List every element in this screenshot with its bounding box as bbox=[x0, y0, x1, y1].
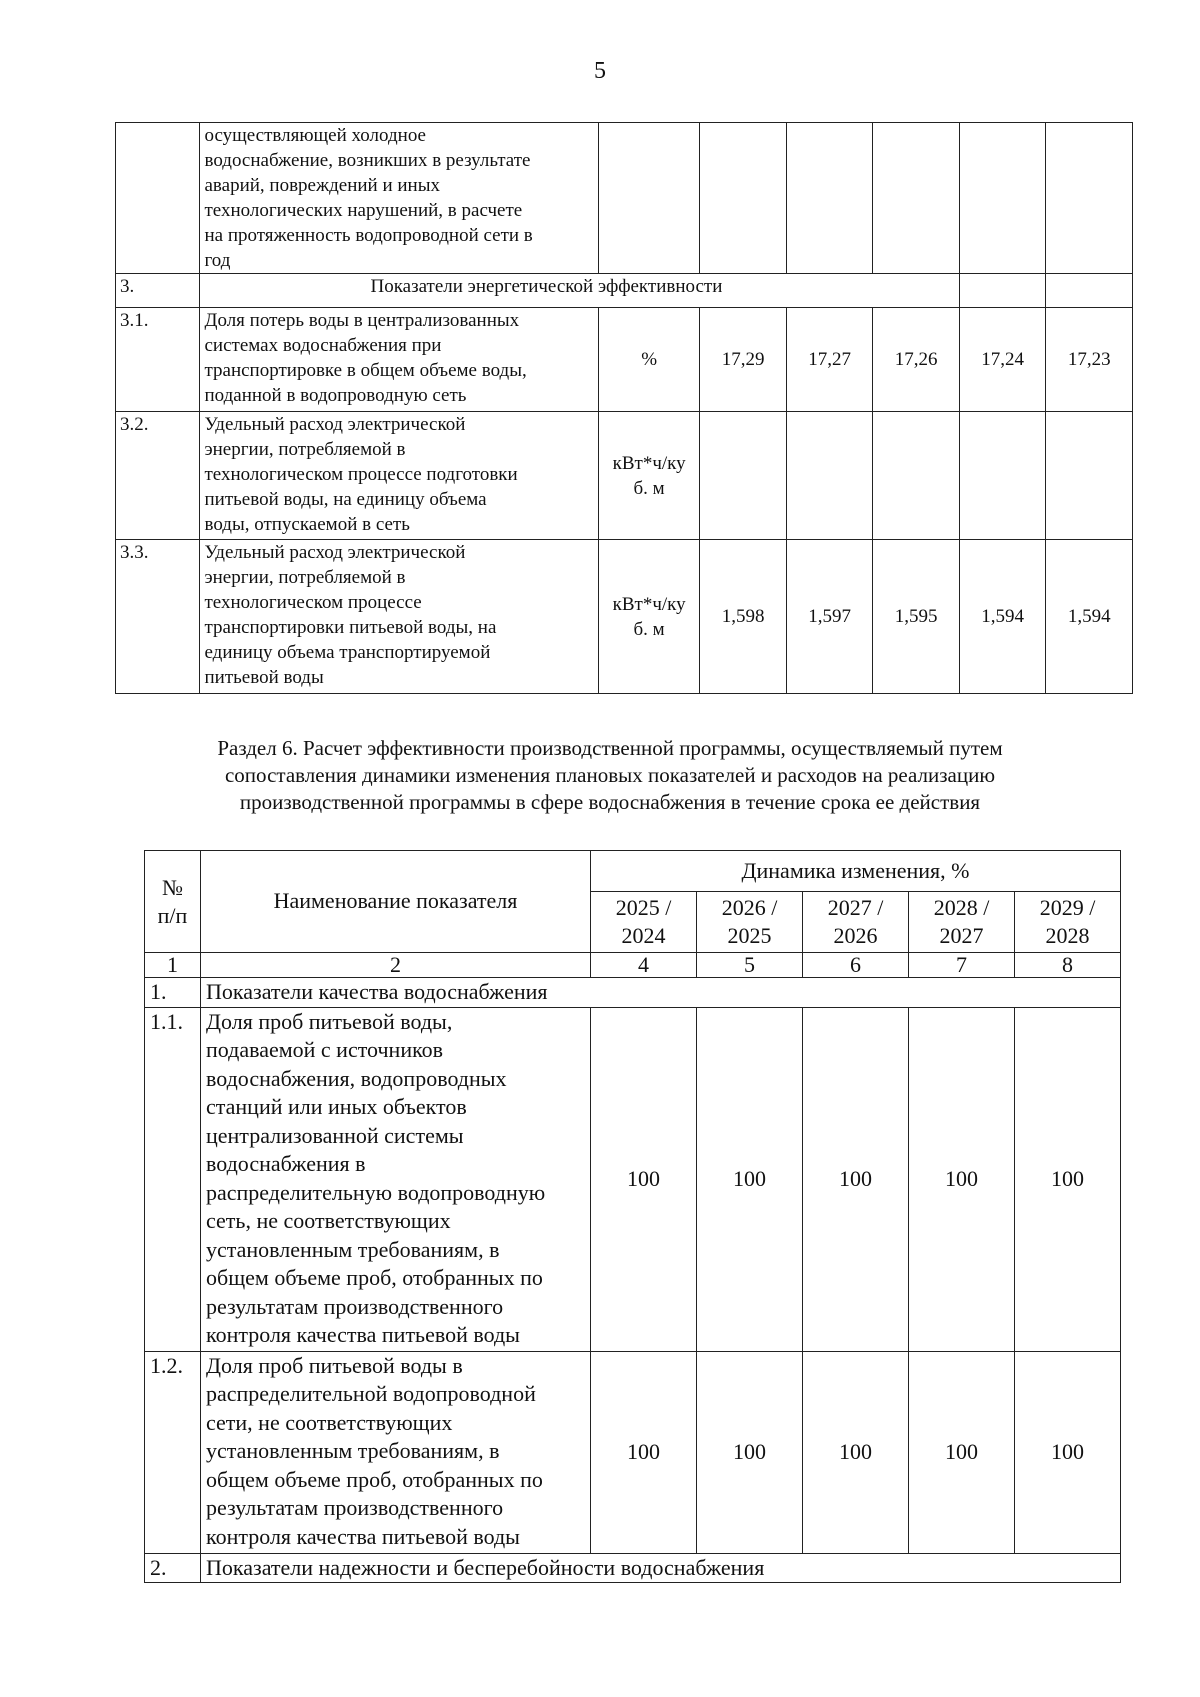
indicator-name: Доля проб питьевой воды, подаваемой с источников водоснабжения, водопроводных станций или иных объектов централизованной системы водоснабжения в распределительную водопроводную сеть, не соответствующих установленным требованиям, в общем объеме проб, отобранных по результатам производственного контроля качества питьевой воды bbox=[201, 1007, 591, 1351]
table-row bbox=[145, 1007, 1121, 1351]
row-number: 3.3. bbox=[116, 540, 200, 694]
efficiency-dynamics-table bbox=[144, 850, 1121, 1583]
column-index: 7 bbox=[909, 953, 1015, 978]
row-number: 3.2. bbox=[116, 412, 200, 540]
column-index: 6 bbox=[803, 953, 909, 978]
value-cell bbox=[700, 412, 787, 540]
unit: % bbox=[598, 308, 700, 412]
header-number: № п/п bbox=[145, 851, 201, 953]
section-title: Показатели надежности и бесперебойности водоснабжения bbox=[201, 1553, 1121, 1583]
section-number: 1. bbox=[145, 978, 201, 1008]
value-cell: 17,24 bbox=[959, 308, 1046, 412]
value-cell: 100 bbox=[803, 1007, 909, 1351]
section-row bbox=[145, 978, 1121, 1008]
header-row bbox=[145, 851, 1121, 892]
section-title: Показатели качества водоснабжения bbox=[201, 978, 1121, 1008]
column-index: 1 bbox=[145, 953, 201, 978]
value-cell bbox=[786, 412, 873, 540]
value-cell: 1,595 bbox=[873, 540, 960, 694]
indicator-name: Удельный расход электрической энергии, потребляемой в технологическом процессе транспортировки питьевой воды, на единицу объема транспортируемой питьевой воды bbox=[200, 540, 598, 694]
section-6-heading: Раздел 6. Расчет эффективности производственной программы, осуществляемый путем сопоставления динамики изменения плановых показателей и расходов на реализацию производственной программы в сфере водоснабжения в течение срока ее действия bbox=[217, 736, 1003, 814]
value-cell bbox=[873, 412, 960, 540]
indicator-name-cell: осуществляющей холодное водоснабжение, возникших в результате аварий, повреждений и иных технологических нарушений, в расчете на протяженность водопроводной сети в год bbox=[200, 123, 598, 274]
column-index-row bbox=[145, 953, 1121, 978]
value-cell: 17,23 bbox=[1046, 308, 1133, 412]
period-header: 2027 / 2026 bbox=[803, 892, 909, 953]
header-indicator-name: Наименование показателя bbox=[201, 851, 591, 953]
value-cell: 1,597 bbox=[786, 540, 873, 694]
value-cell bbox=[1046, 412, 1133, 540]
column-index: 4 bbox=[591, 953, 697, 978]
value-cell bbox=[959, 412, 1046, 540]
section-number: 3. bbox=[116, 274, 200, 308]
indicator-name: Удельный расход электрической энергии, потребляемой в технологическом процессе подготовки питьевой воды, на единицу объема воды, отпускаемой в сеть bbox=[200, 412, 598, 540]
indicator-name: Доля проб питьевой воды в распределительной водопроводной сети, не соответствующих установленным требованиям, в общем объеме проб, отобранных по результатам производственного контроля качества питьевой воды bbox=[201, 1351, 591, 1553]
table-row bbox=[116, 412, 1133, 540]
value-cell: 17,26 bbox=[873, 308, 960, 412]
value-cell: 100 bbox=[1015, 1351, 1121, 1553]
column-index: 8 bbox=[1015, 953, 1121, 978]
unit: кВт*ч/ку б. м bbox=[598, 412, 700, 540]
header-dynamics: Динамика изменения, % bbox=[591, 851, 1121, 892]
value-cell: 100 bbox=[591, 1007, 697, 1351]
section-row bbox=[145, 1553, 1121, 1583]
period-header: 2028 / 2027 bbox=[909, 892, 1015, 953]
table-row bbox=[116, 308, 1133, 412]
value-cell: 100 bbox=[909, 1351, 1015, 1553]
value-cell: 100 bbox=[697, 1351, 803, 1553]
value-cell: 1,594 bbox=[1046, 540, 1133, 694]
section-row bbox=[116, 274, 1133, 308]
row-number: 3.1. bbox=[116, 308, 200, 412]
value-cell: 100 bbox=[591, 1351, 697, 1553]
value-cell: 1,594 bbox=[959, 540, 1046, 694]
section-title: Показатели энергетической эффективности bbox=[200, 274, 959, 308]
value-cell: 1,598 bbox=[700, 540, 787, 694]
row-number: 1.2. bbox=[145, 1351, 201, 1553]
value-cell: 100 bbox=[909, 1007, 1015, 1351]
period-header: 2029 / 2028 bbox=[1015, 892, 1121, 953]
table-row bbox=[145, 1351, 1121, 1553]
value-cell: 100 bbox=[803, 1351, 909, 1553]
column-index: 2 bbox=[201, 953, 591, 978]
column-index: 5 bbox=[697, 953, 803, 978]
table-row bbox=[116, 123, 1133, 274]
section-number: 2. bbox=[145, 1553, 201, 1583]
unit: кВт*ч/ку б. м bbox=[598, 540, 700, 694]
row-number: 1.1. bbox=[145, 1007, 201, 1351]
value-cell: 100 bbox=[1015, 1007, 1121, 1351]
value-cell: 17,29 bbox=[700, 308, 787, 412]
period-header: 2025 / 2024 bbox=[591, 892, 697, 953]
indicator-name: Доля потерь воды в централизованных системах водоснабжения при транспортировке в общем объеме воды, поданной в водопроводную сеть bbox=[200, 308, 598, 412]
period-header: 2026 / 2025 bbox=[697, 892, 803, 953]
energy-indicators-table bbox=[115, 122, 1133, 694]
value-cell: 100 bbox=[697, 1007, 803, 1351]
value-cell: 17,27 bbox=[786, 308, 873, 412]
table-row bbox=[116, 540, 1133, 694]
page-number: 5 bbox=[594, 58, 606, 84]
row-number-cell bbox=[116, 123, 200, 274]
